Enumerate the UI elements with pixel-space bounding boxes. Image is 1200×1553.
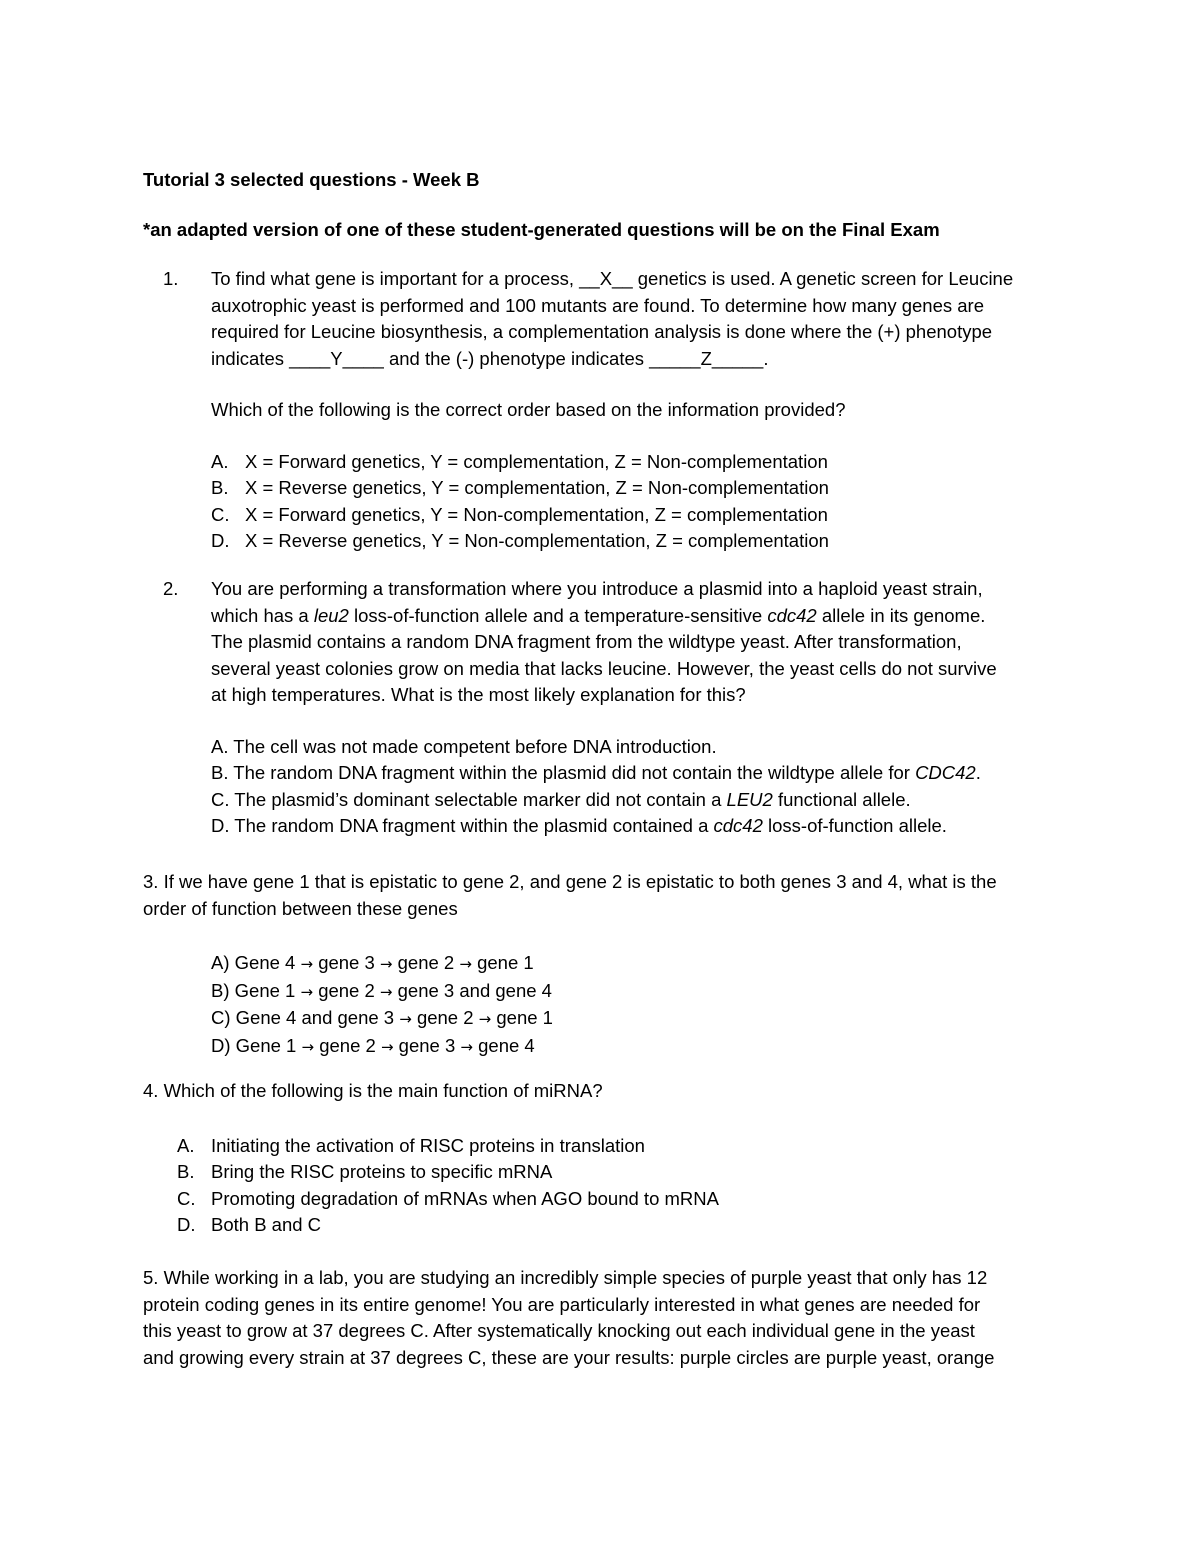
option-text: Initiating the activation of RISC proteins in translation (211, 1134, 645, 1156)
gene-name: cdc42 (713, 815, 763, 836)
gene-name: cdc42 (767, 604, 817, 626)
page-subtitle: *an adapted version of one of these student-generated questions will be on the Final Exam (143, 219, 940, 240)
question-5 (143, 1265, 1073, 1371)
option-letter: B. (211, 477, 229, 498)
question-2-number: 2. (163, 578, 179, 599)
option-letter: C. (177, 1187, 196, 1209)
question-2-line: which has a leu2 loss-of-function allele and a temperature-sensitive cdc42 allele in its genome. (211, 604, 986, 626)
arrow-right-icon: → (300, 982, 314, 1001)
answer-option (177, 1186, 1073, 1213)
option-text: X = Forward genetics, Y = complementation, Z = Non-complementation (245, 450, 828, 472)
gene-name: CDC42 (915, 762, 976, 783)
option-letter: D. (177, 1214, 196, 1235)
option-text: X = Reverse genetics, Y = Non-complementation, Z = complementation (245, 530, 829, 551)
answer-option: A) Gene 4 → gene 3 → gene 2 → gene 1 (211, 952, 534, 973)
arrow-right-icon: → (399, 1010, 412, 1028)
answer-option (211, 449, 1073, 476)
option-letter: A. (177, 1134, 195, 1156)
question-1-number: 1. (163, 268, 179, 289)
question-2-line: several yeast colonies grow on media that lacks leucine. However, the yeast cells do not survive (211, 657, 997, 679)
answer-option (177, 1133, 1073, 1160)
question-1 (143, 266, 1073, 555)
question-5-line: protein coding genes in its entire genome! You are particularly interested in what genes are needed for (143, 1293, 981, 1315)
answer-option: B. The random DNA fragment within the plasmid did not contain the wildtype allele for CDC42. (211, 762, 981, 783)
arrow-right-icon: → (301, 1037, 315, 1056)
question-3 (143, 869, 1073, 1060)
answer-option (211, 528, 1073, 555)
question-5-line: this yeast to grow at 37 degrees C. After systematically knocking out each individual gene in the yeast (143, 1320, 975, 1341)
question-5-line: and growing every strain at 37 degrees C, these are your results: purple circles are purple yeast, orange (143, 1346, 995, 1368)
answer-option: B) Gene 1 → gene 2 → gene 3 and gene 4 (211, 979, 552, 1001)
option-text: X = Reverse genetics, Y = complementation, Z = Non-complementation (245, 477, 829, 498)
arrow-right-icon: → (379, 982, 393, 1001)
option-letter: A. (211, 450, 229, 472)
option-letter: B. (177, 1161, 195, 1182)
option-text: Promoting degradation of mRNAs when AGO bound to mRNA (211, 1187, 719, 1209)
option-letter: C. (211, 503, 230, 525)
answer-option: C. The plasmid’s dominant selectable marker did not contain a LEU2 functional allele. (211, 788, 911, 810)
answer-option: A. The cell was not made competent before DNA introduction. (211, 735, 717, 757)
gene-name: LEU2 (726, 788, 773, 810)
option-letter: D. (211, 530, 230, 551)
question-2-line: at high temperatures. What is the most likely explanation for this? (211, 684, 746, 705)
question-2 (143, 576, 1073, 840)
arrow-right-icon: → (459, 955, 472, 973)
question-4-text: 4. Which of the following is the main function of miRNA? (143, 1080, 603, 1101)
question-1-line: required for Leucine biosynthesis, a complementation analysis is done where the (+) phenotype (211, 321, 993, 342)
answer-option: D. The random DNA fragment within the plasmid contained a cdc42 loss-of-function allele. (211, 815, 947, 836)
option-text: Both B and C (211, 1214, 322, 1235)
gene-name: leu2 (313, 604, 349, 626)
question-3-line: order of function between these genes (143, 897, 458, 919)
answer-option (211, 475, 1073, 502)
answer-option (211, 502, 1073, 529)
arrow-right-icon: → (300, 955, 314, 973)
question-1-prompt: Which of the following is the correct order based on the information provided? (211, 399, 846, 420)
question-2-line: You are performing a transformation where you introduce a plasmid into a haploid yeast strain, (211, 578, 983, 599)
option-text: X = Forward genetics, Y = Non-complementation, Z = complementation (245, 503, 828, 525)
page-title: Tutorial 3 selected questions - Week B (143, 169, 480, 190)
arrow-right-icon: → (478, 1010, 492, 1028)
question-1-line: indicates ____Y____ and the (-) phenotype indicates _____Z_____. (211, 347, 769, 369)
question-4 (143, 1078, 1073, 1239)
answer-option: C) Gene 4 and gene 3 → gene 2 → gene 1 (211, 1007, 553, 1028)
answer-option (177, 1159, 1073, 1186)
question-5-line: 5. While working in a lab, you are studying an incredibly simple species of purple yeast that only has 12 (143, 1267, 988, 1288)
question-1-line: auxotrophic yeast is performed and 100 mutants are found. To determine how many genes are (211, 294, 984, 316)
question-2-line: The plasmid contains a random DNA fragment from the wildtype yeast. After transformation, (211, 631, 962, 652)
question-3-line: 3. If we have gene 1 that is epistatic to gene 2, and gene 2 is epistatic to both genes 3 and 4, what is the (143, 871, 997, 892)
answer-option (177, 1212, 1073, 1239)
option-text: Bring the RISC proteins to specific mRNA (211, 1161, 553, 1182)
arrow-right-icon: → (380, 1037, 394, 1056)
answer-option: D) Gene 1 → gene 2 → gene 3 → gene 4 (211, 1034, 535, 1056)
arrow-right-icon: → (379, 955, 393, 973)
question-1-line: To find what gene is important for a process, __X__ genetics is used. A genetic screen for Leucine (211, 268, 1014, 289)
arrow-right-icon: → (460, 1037, 473, 1056)
